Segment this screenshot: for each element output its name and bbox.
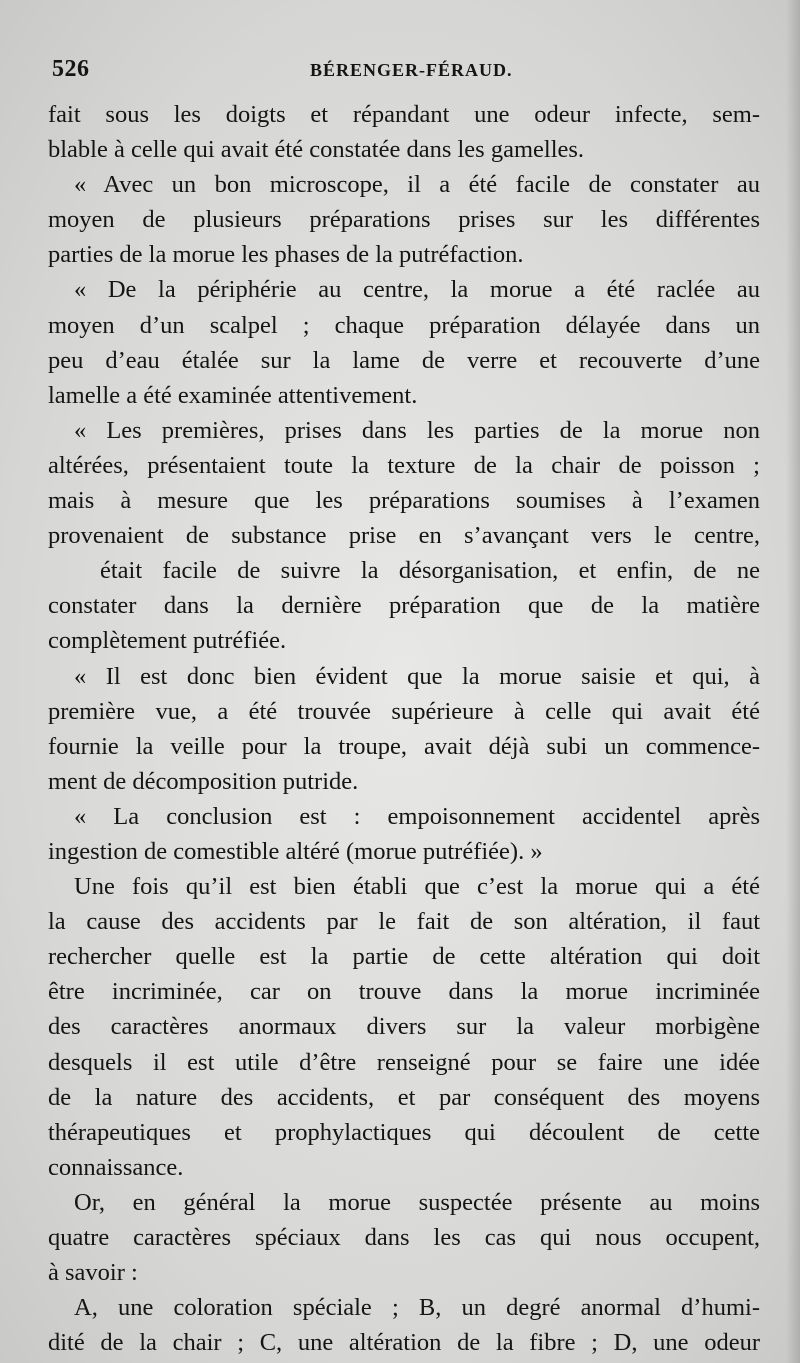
text-line: ingestion de comestible altéré (morue putréfiée). » (48, 837, 543, 865)
text-line: la cause des accidents par le fait de son altération, il faut (48, 908, 760, 936)
text-line: à savoir : (48, 1259, 138, 1287)
text-line: quatre caractères spéciaux dans les cas qui nous occupent, (48, 1224, 760, 1251)
text-line: altérées, présentaient toute la texture de la chair de poisson ; (48, 451, 760, 479)
text-line: parties de la morue les phases de la putréfaction. (48, 241, 524, 269)
running-head (52, 56, 752, 90)
text-line: A, une coloration spéciale ; B, un degré anormal d’humi- (74, 1294, 760, 1322)
running-head-author: BÉRENGER-FÉRAUD. (310, 60, 513, 80)
text-line: « La conclusion est : empoisonnement accidentel après (74, 802, 760, 830)
text-line: connaissance. (48, 1153, 184, 1181)
text-line: Or, en général la morue suspectée présente au moins (74, 1188, 760, 1216)
text-line: fournie la veille pour la troupe, avait déjà subi un commence- (48, 732, 760, 760)
body-text (48, 97, 760, 1360)
text-line: Une fois qu’il est bien établi que c’est la morue qui a été (74, 873, 760, 901)
text-line: moyen de plusieurs préparations prises sur les différentes (48, 206, 760, 234)
text-line: moyen d’un scalpel ; chaque préparation délayée dans un (48, 311, 760, 339)
text-line: était facile de suivre la désorganisation, et enfin, de ne (100, 557, 760, 585)
text-line: « Les premières, prises dans les parties de la morue non (74, 416, 760, 444)
text-line: lamelle a été examinée attentivement. (48, 381, 418, 409)
text-line: thérapeutiques et prophylactiques qui découlent de cette (48, 1118, 760, 1146)
text-line: « De la périphérie au centre, la morue a été raclée au (74, 276, 760, 304)
text-line: peu d’eau étalée sur la lame de verre et recouverte d’une (48, 346, 760, 374)
text-line: dité de la chair ; C, une altération de la fibre ; D, une odeur (48, 1329, 760, 1357)
text-line: des caractères anormaux divers sur la valeur morbigène (48, 1013, 760, 1041)
text-line: première vue, a été trouvée supérieure à celle qui avait été (48, 697, 760, 725)
text-line: rechercher quelle est la partie de cette altération qui doit (48, 943, 760, 971)
text-line: complètement putréfiée. (48, 627, 287, 655)
text-line: fait sous les doigts et répandant une odeur infecte, sem- (48, 101, 760, 128)
page-edge-shadow (786, 0, 800, 1363)
text-line: de la nature des accidents, et par conséquent des moyens (48, 1083, 760, 1111)
text-line: être incriminée, car on trouve dans la morue incriminée (48, 978, 760, 1006)
text-line: provenaient de substance prise en s’avançant vers le centre, (48, 522, 760, 550)
text-line: ment de décomposition putride. (48, 767, 359, 795)
text-line: « Avec un bon microscope, il a été facile de constater au (74, 171, 760, 199)
text-line: desquels il est utile d’être renseigné pour se faire une idée (48, 1048, 760, 1076)
text-line: mais à mesure que les préparations soumises à l’examen (48, 487, 760, 515)
page-number: 526 (52, 56, 90, 82)
text-line: « Il est donc bien évident que la morue saisie et qui, à (74, 662, 760, 690)
text-line: constater dans la dernière préparation que de la matière (48, 592, 760, 620)
text-line: blable à celle qui avait été constatée dans les gamelles. (48, 136, 585, 164)
